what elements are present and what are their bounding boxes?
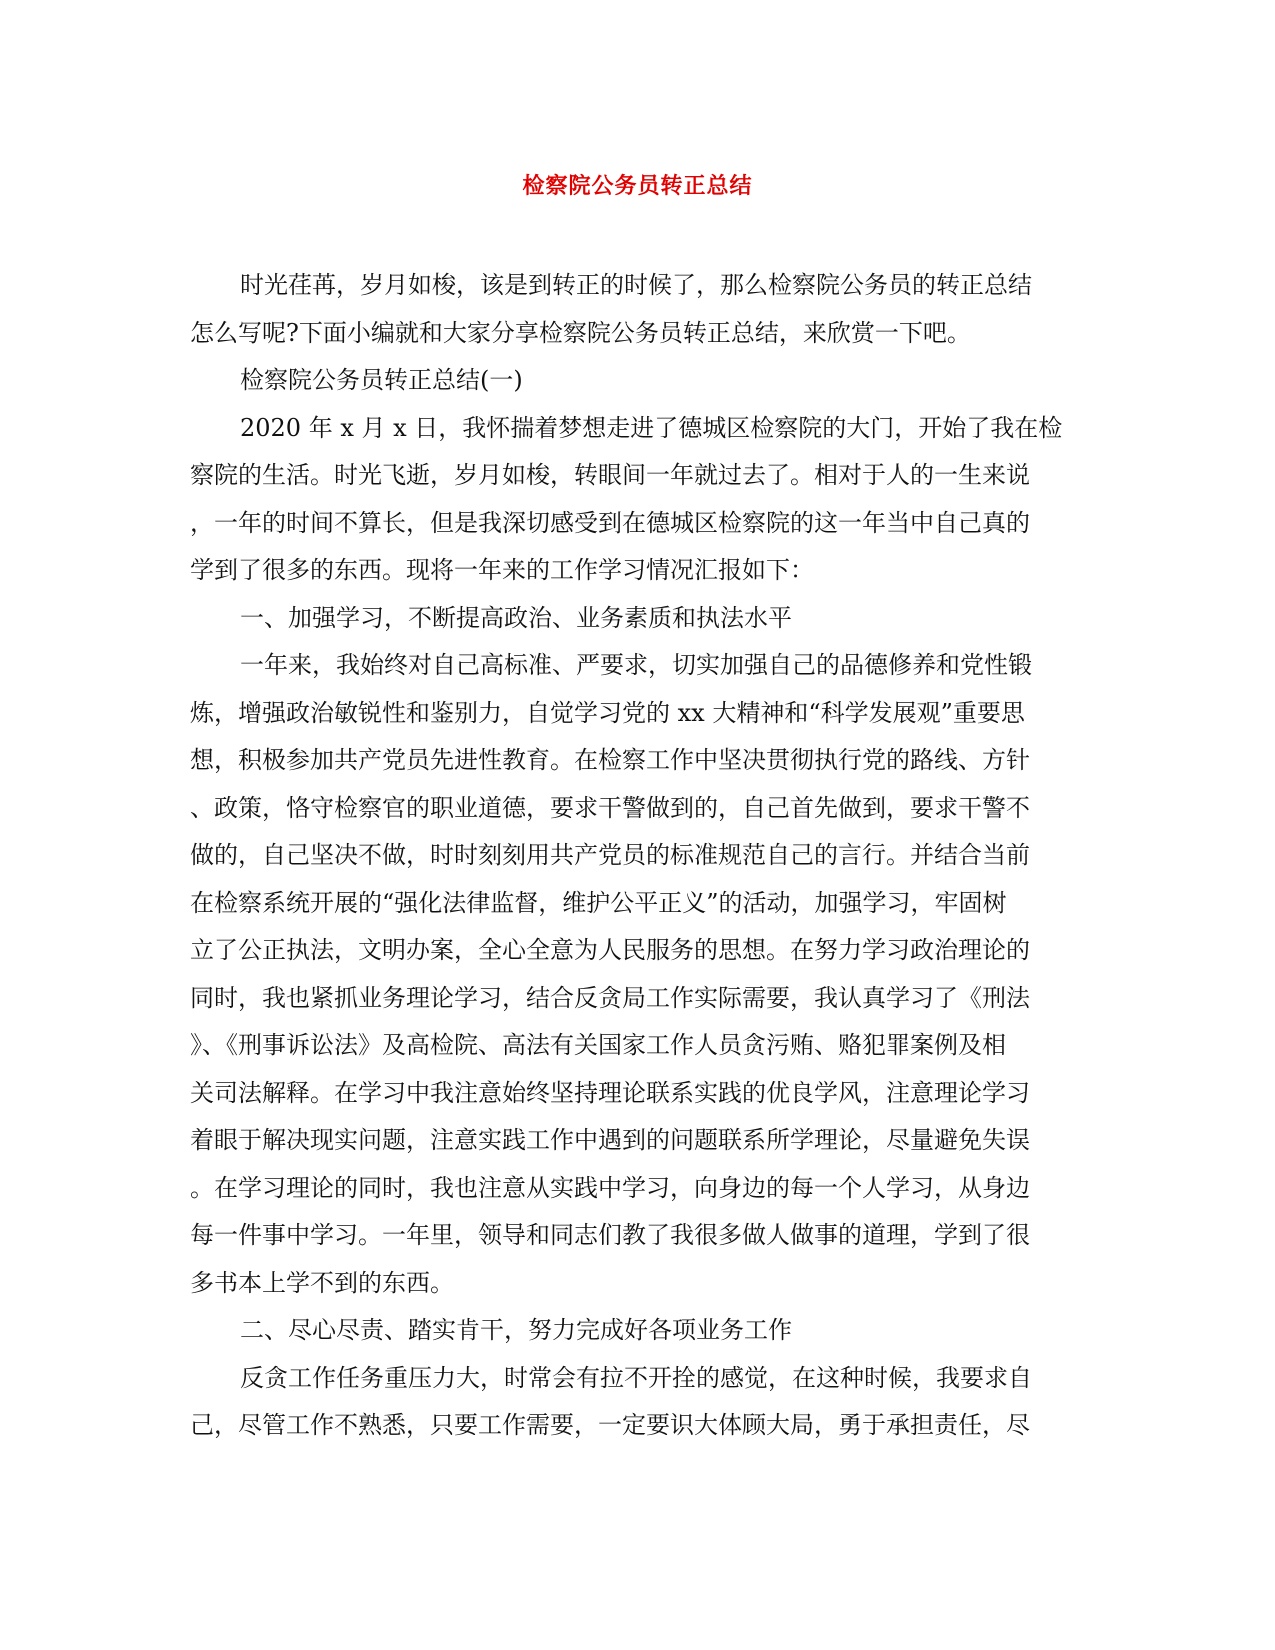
text-line: 。在学习理论的同时，我也注意从实践中学习，向身边的每一个人学习，从身边: [190, 1173, 1030, 1202]
text-line: 2020 年 x 月 x 日，我怀揣着梦想走进了德城区检察院的大门，开始了我在检: [240, 413, 1063, 442]
text-line: 多书本上学不到的东西。: [190, 1268, 454, 1297]
text-line: 同时，我也紧抓业务理论学习，结合反贪局工作实际需要，我认真学习了《刑法: [190, 983, 1030, 1012]
text-line: 想，积极参加共产党员先进性教育。在检察工作中坚决贯彻执行党的路线、方针: [190, 746, 1030, 774]
text-line: 时光荏苒，岁月如梭，该是到转正的时候了，那么检察院公务员的转正总结: [240, 271, 1032, 299]
text-line: 炼，增强政治敏锐性和鉴别力，自觉学习党的 xx 大精神和“科学发展观”重要思: [190, 698, 1025, 727]
text-line: 、政策，恪守检察官的职业道德，要求干警做到的，自己首先做到，要求干警不: [190, 793, 1030, 822]
text-line: 一、加强学习，不断提高政治、业务素质和执法水平: [240, 603, 792, 632]
document-title: 检察院公务员转正总结: [522, 173, 753, 199]
text-line: 学到了很多的东西。现将一年来的工作学习情况汇报如下：: [190, 556, 814, 584]
text-line: ，一年的时间不算长，但是我深切感受到在德城区检察院的这一年当中自己真的: [190, 508, 1030, 537]
text-line: 一年来，我始终对自己高标准、严要求，切实加强自己的品德修养和党性锻: [240, 651, 1032, 679]
text-line: 立了公正执法，文明办案，全心全意为人民服务的思想。在努力学习政治理论的: [190, 936, 1030, 964]
text-line: 二、尽心尽责、踏实肯干，努力完成好各项业务工作: [240, 1316, 792, 1344]
text-line: 着眼于解决现实问题，注意实践工作中遇到的问题联系所学理论，尽量避免失误: [190, 1126, 1030, 1154]
text-line: 反贪工作任务重压力大，时常会有拉不开拴的感觉，在这种时候，我要求自: [240, 1363, 1032, 1392]
text-line: 在检察系统开展的“强化法律监督，维护公平正义”的活动，加强学习，牢固树: [190, 888, 1007, 917]
text-line: 检察院公务员转正总结(一): [240, 366, 523, 394]
text-line: 察院的生活。时光飞逝，岁月如梭，转眼间一年就过去了。相对于人的一生来说: [190, 461, 1030, 489]
document-body: [190, 262, 1080, 1450]
text-line: 每一件事中学习。一年里，领导和同志们教了我很多做人做事的道理，学到了很: [190, 1221, 1030, 1249]
text-line: 己，尽管工作不熟悉，只要工作需要，一定要识大体顾大局，勇于承担责任，尽: [190, 1411, 1030, 1439]
text-line: 做的，自己坚决不做，时时刻刻用共产党员的标准规范自己的言行。并结合当前: [190, 841, 1030, 869]
text-line: 怎么写呢?下面小编就和大家分享检察院公务员转正总结，来欣赏一下吧。: [190, 318, 971, 347]
text-line: 》、《刑事诉讼法》及高检院、高法有关国家工作人员贪污贿、赂犯罪案例及相: [190, 1031, 1006, 1059]
text-line: 关司法解释。在学习中我注意始终坚持理论联系实践的优良学风，注意理论学习: [190, 1078, 1030, 1107]
